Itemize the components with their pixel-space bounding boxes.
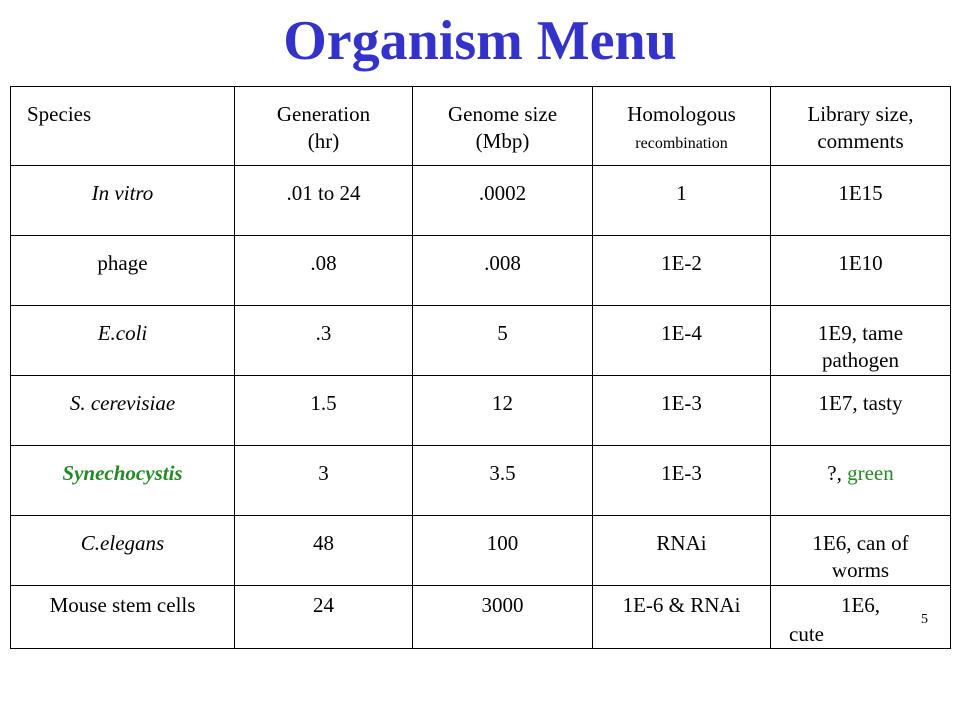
organism-table — [10, 86, 951, 649]
genome-cell: .0002 — [413, 166, 593, 236]
generation-cell: 48 — [235, 516, 413, 586]
header-genome-size — [413, 87, 593, 166]
generation-cell: 3 — [235, 446, 413, 516]
table-row — [11, 166, 951, 236]
library-cell — [771, 516, 951, 586]
header-genome-line1: Genome size — [447, 102, 558, 126]
table-row — [11, 516, 951, 586]
generation-cell: 24 — [235, 586, 413, 649]
recombination-cell: RNAi — [593, 516, 771, 586]
recombination-cell: 1E-6 & RNAi — [593, 586, 771, 649]
header-homologous-line1: Homologous — [627, 102, 736, 126]
header-library-line2: comments — [817, 129, 904, 153]
table-header-row — [11, 87, 951, 166]
species-cell: C.elegans — [11, 516, 235, 586]
library-cell: 1E15 — [771, 166, 951, 236]
table-row — [11, 376, 951, 446]
library-line2: cute — [789, 622, 824, 646]
species-cell: Synechocystis — [11, 446, 235, 516]
table-row — [11, 446, 951, 516]
library-cell — [771, 446, 951, 516]
genome-cell: 5 — [413, 306, 593, 376]
header-homologous-line2: recombination — [635, 135, 728, 152]
genome-cell: 12 — [413, 376, 593, 446]
species-cell: S. cerevisiae — [11, 376, 235, 446]
genome-cell: 3000 — [413, 586, 593, 649]
library-cell: 1E7, tasty — [771, 376, 951, 446]
genome-cell: 100 — [413, 516, 593, 586]
table-row — [11, 306, 951, 376]
recombination-cell: 1E-2 — [593, 236, 771, 306]
library-cell — [771, 586, 951, 649]
table-row — [11, 236, 951, 306]
recombination-cell: 1 — [593, 166, 771, 236]
genome-cell: 3.5 — [413, 446, 593, 516]
header-generation-line1: Generation — [276, 102, 371, 126]
generation-cell: .3 — [235, 306, 413, 376]
species-cell: E.coli — [11, 306, 235, 376]
generation-cell: .01 to 24 — [235, 166, 413, 236]
generation-cell: 1.5 — [235, 376, 413, 446]
generation-cell: .08 — [235, 236, 413, 306]
header-genome-line2: (Mbp) — [475, 129, 530, 153]
species-cell: phage — [11, 236, 235, 306]
header-generation-line2: (hr) — [307, 129, 340, 153]
header-library-line1: Library size, — [807, 102, 914, 126]
library-green-word: green — [847, 461, 894, 485]
slide-title: Organism Menu — [283, 10, 677, 72]
table-row — [11, 586, 951, 649]
species-cell: In vitro — [11, 166, 235, 236]
library-line2: pathogen — [822, 348, 899, 372]
header-homologous-recombination — [593, 87, 771, 166]
library-line2: worms — [831, 558, 890, 582]
library-cell: 1E10 — [771, 236, 951, 306]
header-species: Species — [11, 87, 235, 166]
library-line1: 1E9, tame — [817, 321, 904, 345]
library-line1: 1E6, — [840, 593, 881, 617]
genome-cell: .008 — [413, 236, 593, 306]
recombination-cell: 1E-4 — [593, 306, 771, 376]
recombination-cell: 1E-3 — [593, 446, 771, 516]
header-library-size — [771, 87, 951, 166]
header-generation — [235, 87, 413, 166]
library-line1: 1E6, can of — [812, 531, 909, 555]
recombination-cell: 1E-3 — [593, 376, 771, 446]
page-number: 5 — [921, 612, 928, 627]
species-cell: Mouse stem cells — [11, 586, 235, 649]
library-line1: ?, — [827, 461, 848, 485]
library-cell — [771, 306, 951, 376]
